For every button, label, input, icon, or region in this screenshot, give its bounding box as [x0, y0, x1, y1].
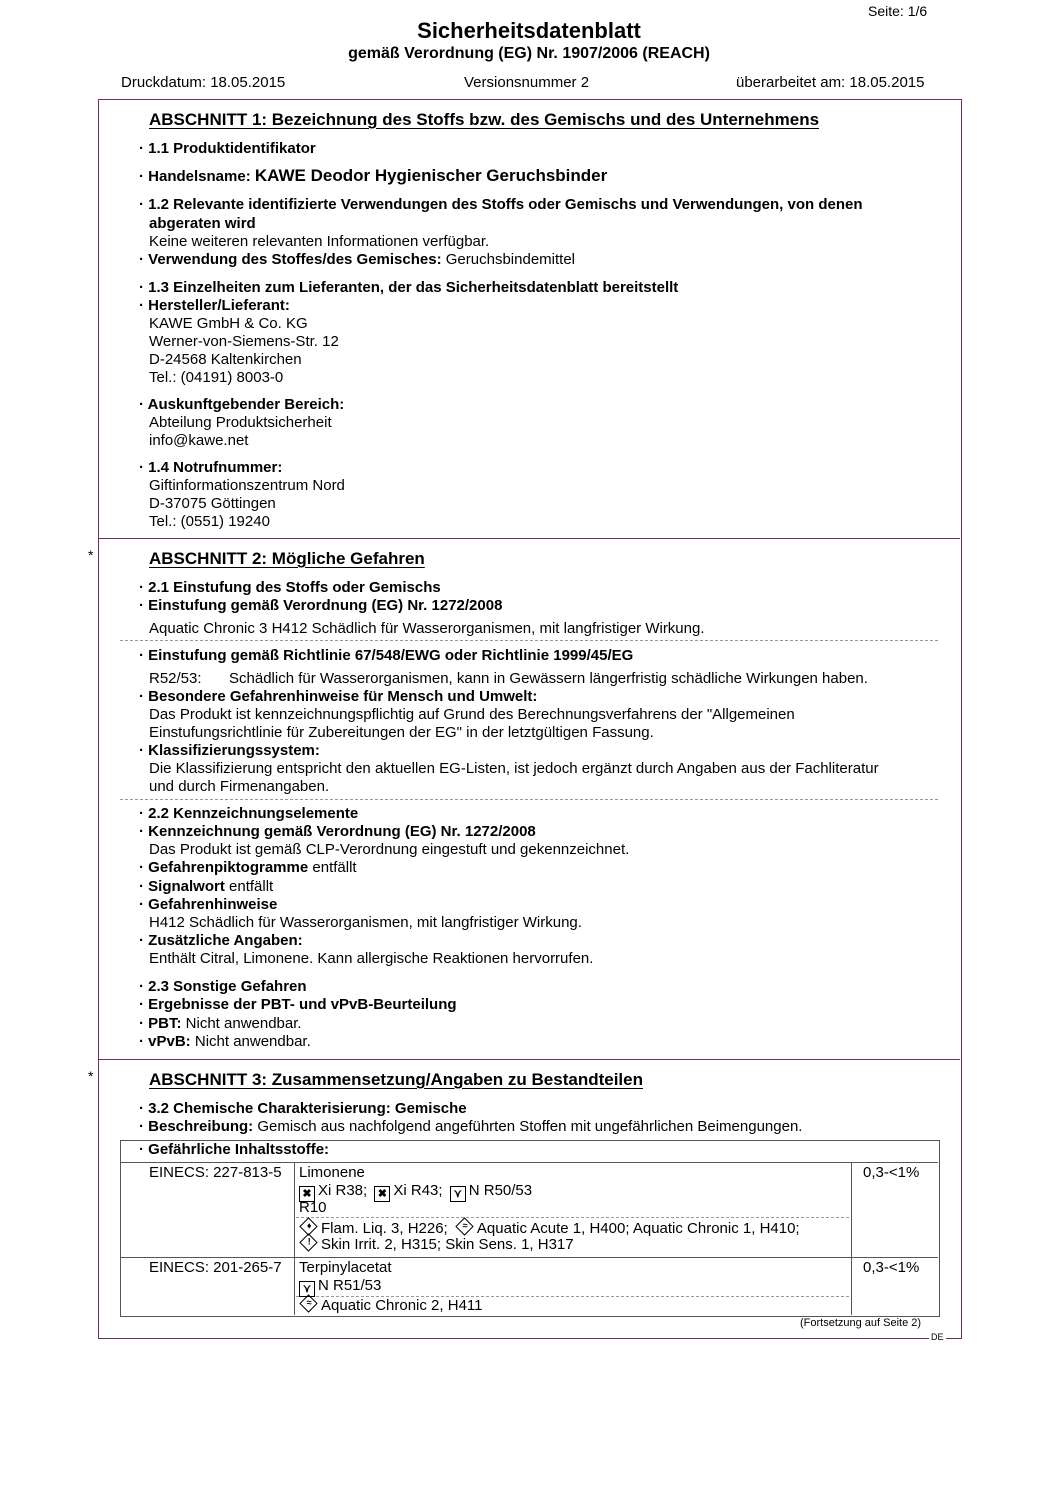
use-row	[139, 251, 575, 268]
table-rule	[120, 1257, 938, 1258]
s2-heading-2-1: · 2.1 Einstufung des Stoffs oder Gemischs	[139, 579, 441, 596]
flame-ghs-icon: ♦	[299, 1217, 317, 1235]
emergency-line: D-37075 Göttingen	[149, 495, 276, 512]
revision-marker: *	[88, 547, 94, 563]
revision-marker: *	[88, 1068, 94, 1084]
table-rule	[294, 1162, 295, 1315]
use-label: · Verwendung des Stoffes/des Gemisches:	[139, 251, 442, 268]
manufacturer-line: KAWE GmbH & Co. KG	[149, 315, 308, 332]
classification-system-line: und durch Firmenangaben.	[149, 778, 330, 795]
clp-entry: Aquatic Acute 1, H400; Aquatic Chronic 1, H410;	[476, 1220, 800, 1237]
exclamation-ghs-icon: !	[299, 1233, 317, 1251]
table-rule	[120, 1162, 938, 1163]
table-cell-concentration: 0,3-<1%	[863, 1259, 920, 1276]
clp-entry: Aquatic Chronic 2, H411	[321, 1297, 483, 1314]
additional-info-heading: · Zusätzliche Angaben:	[139, 932, 303, 949]
signal-word-row	[139, 878, 273, 895]
section-divider	[98, 1059, 960, 1060]
pbt-assessment-heading: · Ergebnisse der PBT- und vPvB-Beurteilung	[139, 996, 457, 1013]
dsd-entry: R10	[299, 1199, 327, 1216]
classification-system-heading: · Klassifizierungssystem:	[139, 742, 320, 759]
r-code: R52/53:	[149, 670, 202, 687]
version-number: Versionsnummer 2	[464, 74, 590, 91]
language-code: DE	[931, 1332, 944, 1342]
special-hazards-line: Einstufungsrichtlinie für Zubereitungen der EG" in der letztgültigen Fassung.	[149, 724, 654, 741]
s3-heading-3-2: · 3.2 Chemische Charakterisierung: Gemische	[139, 1100, 467, 1117]
no-info-text: Keine weiteren relevanten Informationen verfügbar.	[149, 233, 490, 250]
vpvb-value: Nicht anwendbar.	[194, 1033, 311, 1050]
info-line: Abteilung Produktsicherheit	[149, 414, 332, 431]
use-value: Geruchsbindemittel	[445, 251, 575, 268]
info-label: · Auskunftgebender Bereich:	[139, 396, 345, 413]
table-heading: · Gefährliche Inhaltsstoffe:	[139, 1141, 330, 1158]
section-divider	[98, 538, 960, 539]
emergency-line: Giftinformationszentrum Nord	[149, 477, 345, 494]
environment-hazard-icon: ⋎	[450, 1186, 466, 1202]
manufacturer-label: · Hersteller/Lieferant:	[139, 297, 290, 314]
table-cell-concentration: 0,3-<1%	[863, 1164, 920, 1181]
dsd-entry: N R50/53	[468, 1182, 533, 1199]
harmful-x-icon: ✖	[374, 1186, 390, 1202]
emergency-line: Tel.: (0551) 19240	[149, 513, 270, 530]
table-cell-name: Limonene	[299, 1164, 365, 1181]
dashed-divider	[120, 799, 938, 800]
s1-heading-1-2a: · 1.2 Relevante identifizierte Verwendungen des Stoffs oder Gemischs und Verwendungen, von denen	[139, 196, 863, 213]
dashed-divider	[120, 640, 938, 641]
s1-heading-1-2b: abgeraten wird	[149, 215, 256, 232]
clp-entry: Flam. Liq. 3, H226;	[321, 1220, 448, 1237]
r-text: Schädlich für Wasserorganismen, kann in Gewässern längerfristig schädliche Wirkungen haben.	[229, 670, 868, 687]
pbt-label: · PBT:	[139, 1015, 182, 1032]
harmful-x-icon: ✖	[299, 1186, 315, 1202]
table-cell-id: EINECS: 201-265-7	[149, 1259, 282, 1276]
pictogram-value: entfällt	[312, 859, 357, 876]
table-cell-id: EINECS: 227-813-5	[149, 1164, 282, 1181]
environment-ghs-icon: ≈	[299, 1294, 317, 1312]
table-cell-dsd	[299, 1277, 381, 1297]
pbt-row	[139, 1015, 302, 1032]
trade-name-row	[139, 166, 607, 186]
info-email-link[interactable]: info@kawe.net	[149, 432, 249, 449]
s2-heading-2-2: · 2.2 Kennzeichnungselemente	[139, 805, 359, 822]
environment-hazard-icon: ⋎	[299, 1281, 315, 1297]
special-hazards-heading: · Besondere Gefahrenhinweise für Mensch und Umwelt:	[139, 688, 538, 705]
pictogram-row	[139, 859, 357, 876]
s1-heading-1-1: · 1.1 Produktidentifikator	[139, 140, 316, 157]
special-hazards-line: Das Produkt ist kennzeichnungspflichtig auf Grund des Berechnungsverfahrens der "Allgemeinen	[149, 706, 795, 723]
classification-system-line: Die Klassifizierung entspricht den aktuellen EG-Listen, ist jedoch ergänzt durch Angaben aus der Fachliteratur	[149, 760, 879, 777]
s2-heading-2-3: · 2.3 Sonstige Gefahren	[139, 978, 307, 995]
table-cell-clp	[299, 1236, 574, 1253]
table-cell-name: Terpinylacetat	[299, 1259, 392, 1276]
description-value: Gemisch aus nachfolgend angeführten Stoffen mit ungefährlichen Beimengungen.	[257, 1118, 803, 1135]
labelling-heading: · Kennzeichnung gemäß Verordnung (EG) Nr. 1272/2008	[139, 823, 536, 840]
s1-heading-1-3: · 1.3 Einzelheiten zum Lieferanten, der das Sicherheitsdatenblatt bereitstellt	[139, 279, 679, 296]
description-label: · Beschreibung:	[139, 1118, 254, 1135]
s1-heading-1-4: · 1.4 Notrufnummer:	[139, 459, 283, 476]
dsd-entry: N R51/53	[318, 1277, 382, 1294]
section-2-title: ABSCHNITT 2: Mögliche Gefahren	[149, 549, 425, 568]
continued-note: (Fortsetzung auf Seite 2)	[800, 1317, 922, 1329]
directive-heading: · Einstufung gemäß Richtlinie 67/548/EWG oder Richtlinie 1999/45/EG	[139, 647, 634, 664]
manufacturer-line: Werner-von-Siemens-Str. 12	[149, 333, 339, 350]
signal-word-label: · Signalwort	[139, 878, 225, 895]
section-3-title: ABSCHNITT 3: Zusammensetzung/Angaben zu Bestandteilen	[149, 1070, 643, 1089]
additional-info-text: Enthält Citral, Limonene. Kann allergische Reaktionen hervorrufen.	[149, 950, 594, 967]
labelling-text: Das Produkt ist gemäß CLP-Verordnung eingestuft und gekennzeichnet.	[149, 841, 630, 858]
description-row	[139, 1118, 802, 1135]
hazard-statement: H412 Schädlich für Wasserorganismen, mit langfristiger Wirkung.	[149, 914, 582, 931]
vpvb-row	[139, 1033, 311, 1050]
revision-date: überarbeitet am: 18.05.2015	[736, 74, 925, 91]
clp-classification-heading: · Einstufung gemäß Verordnung (EG) Nr. 1272/2008	[139, 597, 503, 614]
table-cell-dsd	[299, 1182, 532, 1202]
section-1-title: ABSCHNITT 1: Bezeichnung des Stoffs bzw. des Gemischs und des Unternehmens	[149, 110, 820, 129]
pbt-value: Nicht anwendbar.	[185, 1015, 302, 1032]
pictogram-label: · Gefahrenpiktogramme	[139, 859, 309, 876]
dashed-divider	[296, 1217, 849, 1218]
table-cell-clp	[299, 1220, 800, 1237]
document-subtitle: gemäß Verordnung (EG) Nr. 1907/2006 (REACH)	[348, 45, 710, 62]
print-date: Druckdatum: 18.05.2015	[121, 74, 286, 91]
table-cell-clp	[299, 1297, 482, 1314]
document-title: Sicherheitsdatenblatt	[417, 18, 641, 43]
trade-name: KAWE Deodor Hygienischer Geruchsbinder	[254, 166, 608, 185]
dsd-entry: Xi R43;	[393, 1182, 443, 1199]
clp-classification-line: Aquatic Chronic 3 H412 Schädlich für Wasserorganismen, mit langfristiger Wirkung.	[149, 620, 705, 637]
environment-ghs-icon: ≈	[455, 1217, 473, 1235]
dsd-entry: Xi R38;	[318, 1182, 368, 1199]
manufacturer-line: D-24568 Kaltenkirchen	[149, 351, 302, 368]
trade-name-label: · Handelsname:	[139, 168, 251, 185]
page-number: Seite: 1/6	[868, 3, 928, 19]
table-rule	[851, 1162, 852, 1315]
manufacturer-line: Tel.: (04191) 8003-0	[149, 369, 284, 386]
hazard-statements-heading: · Gefahrenhinweise	[139, 896, 278, 913]
clp-entry: Skin Irrit. 2, H315; Skin Sens. 1, H317	[321, 1236, 574, 1253]
vpvb-label: · vPvB:	[139, 1033, 191, 1050]
signal-word-value: entfällt	[229, 878, 274, 895]
